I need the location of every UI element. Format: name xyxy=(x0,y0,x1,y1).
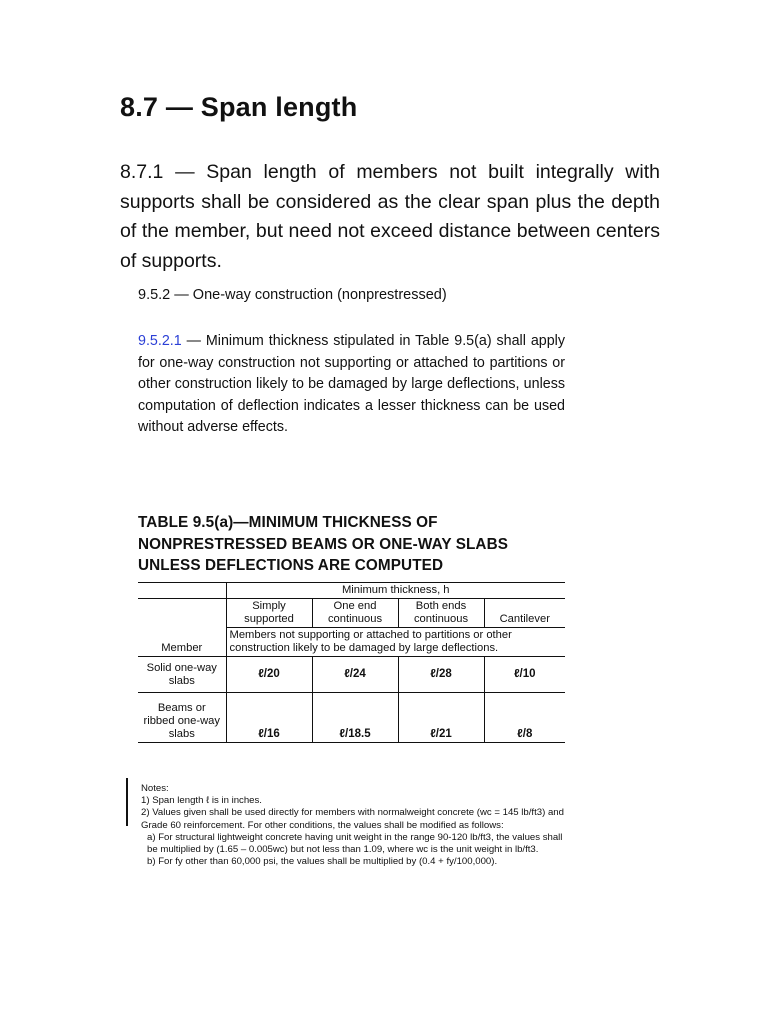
condition-cell: Members not supporting or attached to partitions or other construction likely to be damaged by large deflections. xyxy=(226,628,565,657)
table-cell: ℓ/20 xyxy=(226,657,312,693)
note-2a: a) For structural lightweight concrete having unit weight in the range 90-120 lb/ft3, the values shall be multiplied by (1.65 – 0.005wc) but not less than 1.09, where wc is the unit weight in lb/ft3. xyxy=(147,831,563,856)
thickness-table xyxy=(138,582,565,743)
clause-9-5-2-1-text: — Minimum thickness stipulated in Table 9.5(a) shall apply for one-way construction not supporting or attached to partitions or other construction likely to be damaged by large deflections, unless computation of deflection indicates a lesser thickness can be used without adverse effects. xyxy=(138,333,565,435)
col-header-one-end: One end continuous xyxy=(312,599,398,628)
table-cell: ℓ/8 xyxy=(484,693,565,743)
col-header-both-ends: Both ends continuous xyxy=(398,599,484,628)
heading-9-5-2: 9.5.2 — One-way construction (nonprestressed) xyxy=(138,287,447,303)
note-1: 1) Span length ℓ is in inches. xyxy=(141,795,262,807)
clause-8-7-1: 8.7.1 — Span length of members not built integrally with supports shall be considered as the clear span plus the depth of the member, but need not exceed distance between centers of supports. xyxy=(120,161,660,272)
clause-9-5-2-1 xyxy=(138,331,565,439)
col-header-cantilever: Cantilever xyxy=(484,599,565,628)
table-cell: ℓ/18.5 xyxy=(312,693,398,743)
note-2: 2) Values given shall be used directly for members with normalweight concrete (wc = 145 lb/ft3) and Grade 60 reinforcement. For other conditions, the values shall be modified as follows: xyxy=(141,807,564,831)
member-header: Member xyxy=(138,628,226,657)
note-2b: b) For fy other than 60,000 psi, the values shall be multiplied by (0.4 + fy/100,000). xyxy=(147,856,498,868)
table-cell: ℓ/21 xyxy=(398,693,484,743)
group-header: Minimum thickness, h xyxy=(226,583,565,599)
col-header-simply-supported: Simply supported xyxy=(226,599,312,628)
section-title: 8.7 — Span length xyxy=(120,92,358,122)
table-cell: ℓ/16 xyxy=(226,693,312,743)
blank-cell xyxy=(138,599,226,628)
table-cell: ℓ/24 xyxy=(312,657,398,693)
table-cell: ℓ/28 xyxy=(398,657,484,693)
notes-heading: Notes: xyxy=(141,783,169,794)
table-corner-cell xyxy=(138,583,226,599)
change-bar xyxy=(126,778,128,826)
table-notes xyxy=(141,783,566,868)
row-member-label: Beams or ribbed one-way slabs xyxy=(143,702,220,740)
table-title: TABLE 9.5(a)—MINIMUM THICKNESS OF NONPRESTRESSED BEAMS OR ONE-WAY SLABS UNLESS DEFLECTIONS ARE COMPUTED xyxy=(138,514,509,575)
clause-ref-link[interactable]: 9.5.2.1 xyxy=(138,333,182,349)
table-cell: ℓ/10 xyxy=(484,657,565,693)
row-member-label: Solid one-way slabs xyxy=(138,657,226,693)
